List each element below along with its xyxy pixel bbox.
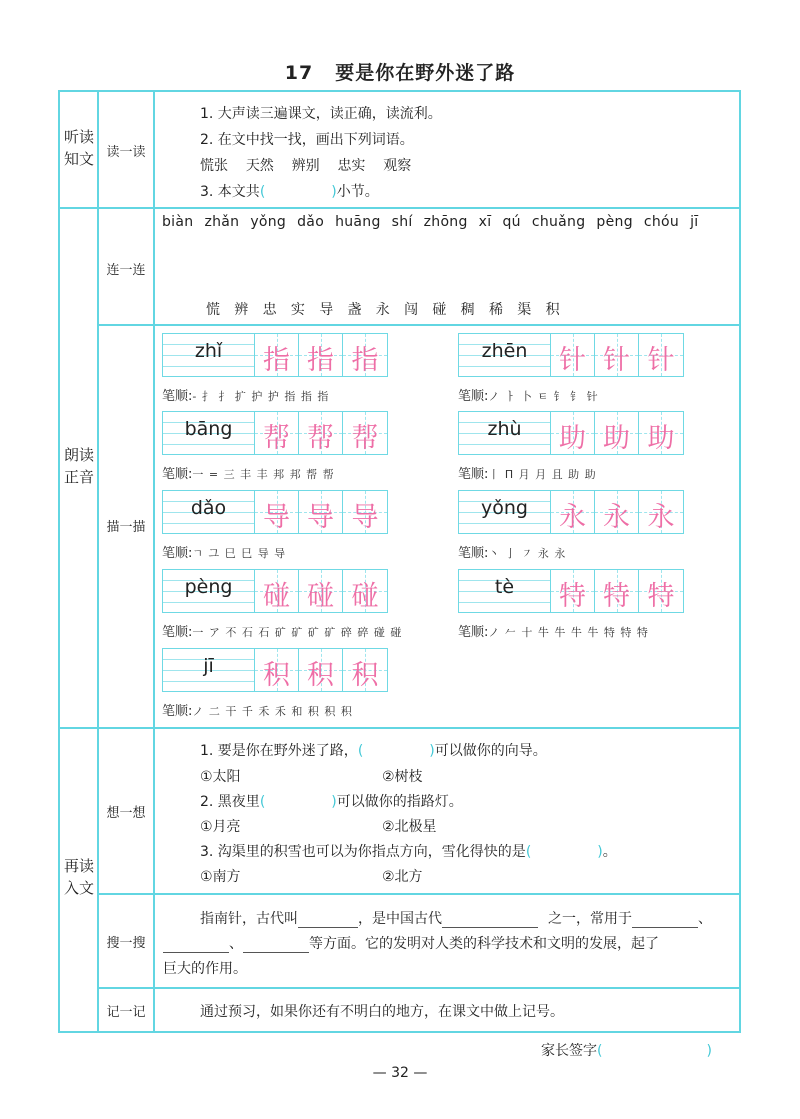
- pinyin: tè: [494, 576, 515, 598]
- pinyin[interactable]: chuǎng: [531, 214, 586, 230]
- tracing-cell[interactable]: [551, 570, 595, 612]
- trace-character: 特: [603, 581, 630, 612]
- tracing-grid[interactable]: [162, 648, 388, 692]
- stroke-label: 笔顺:: [458, 546, 489, 561]
- trace-character: 积: [351, 660, 379, 691]
- character[interactable]: 碰: [432, 302, 447, 318]
- pinyin[interactable]: huāng: [335, 214, 381, 230]
- tracing-grid[interactable]: [162, 333, 388, 377]
- tracing-cell[interactable]: [639, 570, 683, 612]
- note-text: 通过预习，如果你还有不明白的地方，在课文中做上记号。: [200, 1004, 564, 1020]
- pinyin: yǒng: [481, 497, 528, 519]
- section-label-listen: 听读 知文: [63, 128, 94, 168]
- divider: [58, 727, 741, 729]
- character[interactable]: 导: [319, 302, 334, 318]
- stroke-label: 笔顺:: [162, 467, 193, 482]
- search-line-1: 指南针，古代叫 ，是中国古代 之一，常用于 、: [200, 911, 712, 927]
- tracing-cell[interactable]: [595, 570, 639, 612]
- word: 忠实: [337, 158, 366, 174]
- character[interactable]: 忠: [262, 302, 277, 318]
- tracing-cell[interactable]: [299, 334, 343, 376]
- word: 观察: [383, 158, 412, 174]
- trace-character: 助: [647, 423, 675, 454]
- parent-signature: 家长签字( ): [541, 1043, 712, 1059]
- tracing-cell[interactable]: [639, 412, 683, 454]
- character-row: [206, 299, 574, 319]
- stroke-label: 笔顺:: [162, 625, 193, 640]
- stroke-sequence: ノ 𠂉 十 牛 牛 牛 牛 特 特 特: [488, 626, 649, 639]
- pinyin-box: [163, 412, 255, 454]
- section-label-pronounce: 朗读 正音: [63, 446, 94, 486]
- divider: [97, 893, 741, 895]
- stroke-order: [458, 385, 599, 404]
- think-q2-opt-b: ②北极星: [382, 819, 437, 835]
- tracing-cell[interactable]: [255, 334, 299, 376]
- think-q1-opt-b: ②树枝: [382, 769, 423, 785]
- tracing-grid[interactable]: [458, 411, 684, 455]
- trace-character: 特: [559, 581, 586, 612]
- tracing-grid[interactable]: [458, 569, 684, 613]
- pinyin-box: [459, 412, 551, 454]
- sub-label-trace: 描一描: [106, 520, 146, 535]
- stroke-sequence: 丨 П 月 月 且 助 助: [488, 468, 597, 481]
- stroke-order: [162, 700, 353, 719]
- tracing-grid[interactable]: [162, 490, 388, 534]
- fill-blank[interactable]: [243, 938, 309, 953]
- page-number: — 32 —: [372, 1065, 428, 1081]
- pinyin[interactable]: yǒng: [250, 214, 287, 230]
- trace-character: 针: [603, 345, 630, 376]
- tracing-cell[interactable]: [595, 412, 639, 454]
- character[interactable]: 盏: [347, 302, 362, 318]
- tracing-cell[interactable]: [551, 412, 595, 454]
- section-label-reread: 再读 入文: [63, 857, 94, 897]
- think-q1-opt-a: ①太阳: [200, 769, 241, 785]
- trace-character: 积: [307, 660, 334, 691]
- pinyin[interactable]: biàn: [162, 214, 194, 230]
- think-q2-opt-a: ①月亮: [200, 819, 241, 835]
- trace-character: 导: [351, 502, 379, 533]
- trace-character: 永: [603, 502, 630, 533]
- fill-blank[interactable]: [298, 913, 358, 928]
- pinyin: dǎo: [190, 497, 227, 519]
- tracing-cell[interactable]: [343, 412, 387, 454]
- tracing-cell[interactable]: [299, 491, 343, 533]
- stroke-sequence: ㄱ 그 巳 巳 导 导: [192, 547, 287, 560]
- pinyin-box: [459, 491, 551, 533]
- pinyin[interactable]: jī: [690, 214, 699, 230]
- sub-label-search: 搜一搜: [106, 936, 146, 951]
- pinyin[interactable]: chóu: [643, 214, 680, 230]
- stroke-label: 笔顺:: [162, 704, 193, 719]
- tracing-cell[interactable]: [255, 491, 299, 533]
- stroke-label: 笔顺:: [162, 389, 193, 404]
- lesson-number: 17: [284, 62, 314, 84]
- trace-character: 积: [263, 660, 290, 691]
- pinyin[interactable]: zhǎn: [204, 214, 240, 230]
- trace-character: 助: [603, 423, 630, 454]
- stroke-order: [162, 385, 329, 404]
- stroke-label: 笔顺:: [458, 625, 489, 640]
- pinyin: jī: [203, 655, 214, 677]
- pinyin-box: [163, 570, 255, 612]
- stroke-sequence: 一 = 三 丰 丰 邦 邦 帮 帮: [192, 468, 335, 481]
- tracing-cell[interactable]: [343, 649, 387, 691]
- tracing-grid[interactable]: [458, 490, 684, 534]
- character[interactable]: 闯: [404, 302, 419, 318]
- stroke-sequence: ノ ㅏ 卜 ㅌ 钅 钅 针: [488, 390, 599, 403]
- trace-character: 帮: [263, 423, 290, 454]
- trace-character: 指: [307, 345, 334, 376]
- pinyin[interactable]: zhōng: [423, 214, 468, 230]
- tracing-grid[interactable]: [162, 411, 388, 455]
- pinyin-box: [459, 334, 551, 376]
- think-q1: 1. 要是你在野外迷了路，( )可以做你的向导。: [200, 743, 547, 759]
- tracing-cell[interactable]: [299, 570, 343, 612]
- pinyin-box: [163, 649, 255, 691]
- character[interactable]: 慌: [206, 302, 220, 318]
- pinyin-box: [163, 334, 255, 376]
- stroke-order: [162, 621, 402, 640]
- tracing-cell[interactable]: [639, 491, 683, 533]
- tracing-cell[interactable]: [595, 491, 639, 533]
- trace-character: 特: [647, 581, 675, 612]
- stroke-sequence: 一 ア 不 石 石 矿 矿 矿 矿 碎 碎 碰 碰: [192, 626, 403, 639]
- trace-character: 碰: [263, 581, 290, 612]
- think-q2: 2. 黑夜里( )可以做你的指路灯。: [200, 794, 463, 810]
- stroke-label: 笔顺:: [162, 546, 193, 561]
- read-words: [200, 155, 411, 175]
- trace-character: 碰: [351, 581, 379, 612]
- pinyin: pèng: [184, 576, 233, 598]
- trace-character: 永: [559, 502, 586, 533]
- pinyin: bāng: [184, 418, 233, 440]
- lesson-title: 要是你在野外迷了路: [335, 62, 516, 84]
- tracing-grid[interactable]: [162, 569, 388, 613]
- trace-character: 针: [647, 345, 675, 376]
- pinyin[interactable]: qú: [502, 214, 521, 230]
- tracing-cell[interactable]: [255, 412, 299, 454]
- divider: [97, 987, 741, 989]
- stroke-order: [458, 542, 566, 561]
- fill-blank[interactable]: [632, 913, 698, 928]
- tracing-cell[interactable]: [255, 570, 299, 612]
- trace-character: 碰: [307, 581, 334, 612]
- character[interactable]: 实: [290, 302, 305, 318]
- tracing-cell[interactable]: [299, 412, 343, 454]
- stroke-order: [162, 542, 286, 561]
- stroke-label: 笔顺:: [458, 467, 489, 482]
- divider: [153, 90, 155, 1033]
- pinyin[interactable]: pèng: [596, 214, 633, 230]
- trace-character: 指: [263, 345, 290, 376]
- character[interactable]: 稀: [488, 302, 503, 318]
- stroke-sequence: - 扌 扌 扩 护 护 指 指 指: [192, 390, 330, 403]
- search-line-3: 巨大的作用。: [163, 961, 247, 977]
- pinyin[interactable]: xī: [478, 214, 492, 230]
- sub-label-note: 记一记: [106, 1005, 146, 1020]
- trace-character: 导: [307, 502, 334, 533]
- pinyin[interactable]: shí: [391, 214, 413, 230]
- sub-label-read: 读一读: [106, 145, 146, 160]
- tracing-cell[interactable]: [343, 334, 387, 376]
- word: 天然: [245, 158, 274, 174]
- character[interactable]: 稠: [460, 302, 475, 318]
- stroke-order: [458, 621, 649, 640]
- stroke-order: [162, 463, 335, 482]
- sub-label-think: 想一想: [106, 806, 146, 821]
- pinyin: zhǐ: [194, 340, 223, 362]
- tracing-cell[interactable]: [299, 649, 343, 691]
- stroke-label: 笔顺:: [458, 389, 489, 404]
- tracing-cell[interactable]: [343, 491, 387, 533]
- pinyin-row: [162, 214, 710, 230]
- page-title: [0, 58, 800, 85]
- tracing-cell[interactable]: [595, 334, 639, 376]
- search-line-2: 、 等方面。它的发明对人类的科学技术和文明的发展，起了: [163, 933, 659, 953]
- tracing-cell[interactable]: [639, 334, 683, 376]
- trace-character: 帮: [307, 423, 334, 454]
- pinyin: zhù: [487, 418, 522, 440]
- worksheet-frame: [58, 90, 741, 1033]
- fill-blank[interactable]: [163, 938, 229, 953]
- tracing-cell[interactable]: [343, 570, 387, 612]
- stroke-sequence: ノ 二 干 千 禾 禾 和 积 积 积: [192, 705, 353, 718]
- fill-blank[interactable]: [442, 913, 538, 928]
- think-q3-opt-b: ②北方: [382, 869, 423, 885]
- think-q3-opt-a: ①南方: [200, 869, 241, 885]
- word: 辨别: [291, 158, 320, 174]
- divider: [97, 324, 741, 326]
- trace-character: 指: [351, 345, 379, 376]
- tracing-cell[interactable]: [551, 334, 595, 376]
- sub-label-link: 连一连: [106, 263, 146, 278]
- word: 慌张: [200, 158, 228, 174]
- pinyin-box: [459, 570, 551, 612]
- tracing-grid[interactable]: [458, 333, 684, 377]
- pinyin: zhēn: [481, 340, 528, 362]
- trace-character: 永: [647, 502, 675, 533]
- trace-character: 助: [559, 423, 586, 454]
- character[interactable]: 积: [545, 302, 560, 318]
- stroke-order: [458, 463, 597, 482]
- character[interactable]: 渠: [517, 302, 532, 318]
- think-q3: 3. 沟渠里的积雪也可以为你指点方向，雪化得快的是( )。: [200, 844, 617, 860]
- tracing-cell[interactable]: [255, 649, 299, 691]
- tracing-cell[interactable]: [551, 491, 595, 533]
- read-line-2: 2. 在文中找一找，画出下列词语。: [200, 132, 414, 148]
- read-line-4: 3. 本文共( )小节。: [200, 184, 379, 200]
- trace-character: 帮: [351, 423, 379, 454]
- pinyin-box: [163, 491, 255, 533]
- character[interactable]: 永: [375, 302, 390, 318]
- read-line-1: 1. 大声读三遍课文，读正确，读流利。: [200, 106, 442, 122]
- trace-character: 导: [263, 502, 290, 533]
- stroke-sequence: 丶 亅 ㇇ 永 永: [488, 547, 567, 560]
- divider: [58, 207, 741, 209]
- character[interactable]: 辨: [234, 302, 249, 318]
- pinyin[interactable]: dǎo: [297, 214, 325, 230]
- trace-character: 针: [559, 345, 586, 376]
